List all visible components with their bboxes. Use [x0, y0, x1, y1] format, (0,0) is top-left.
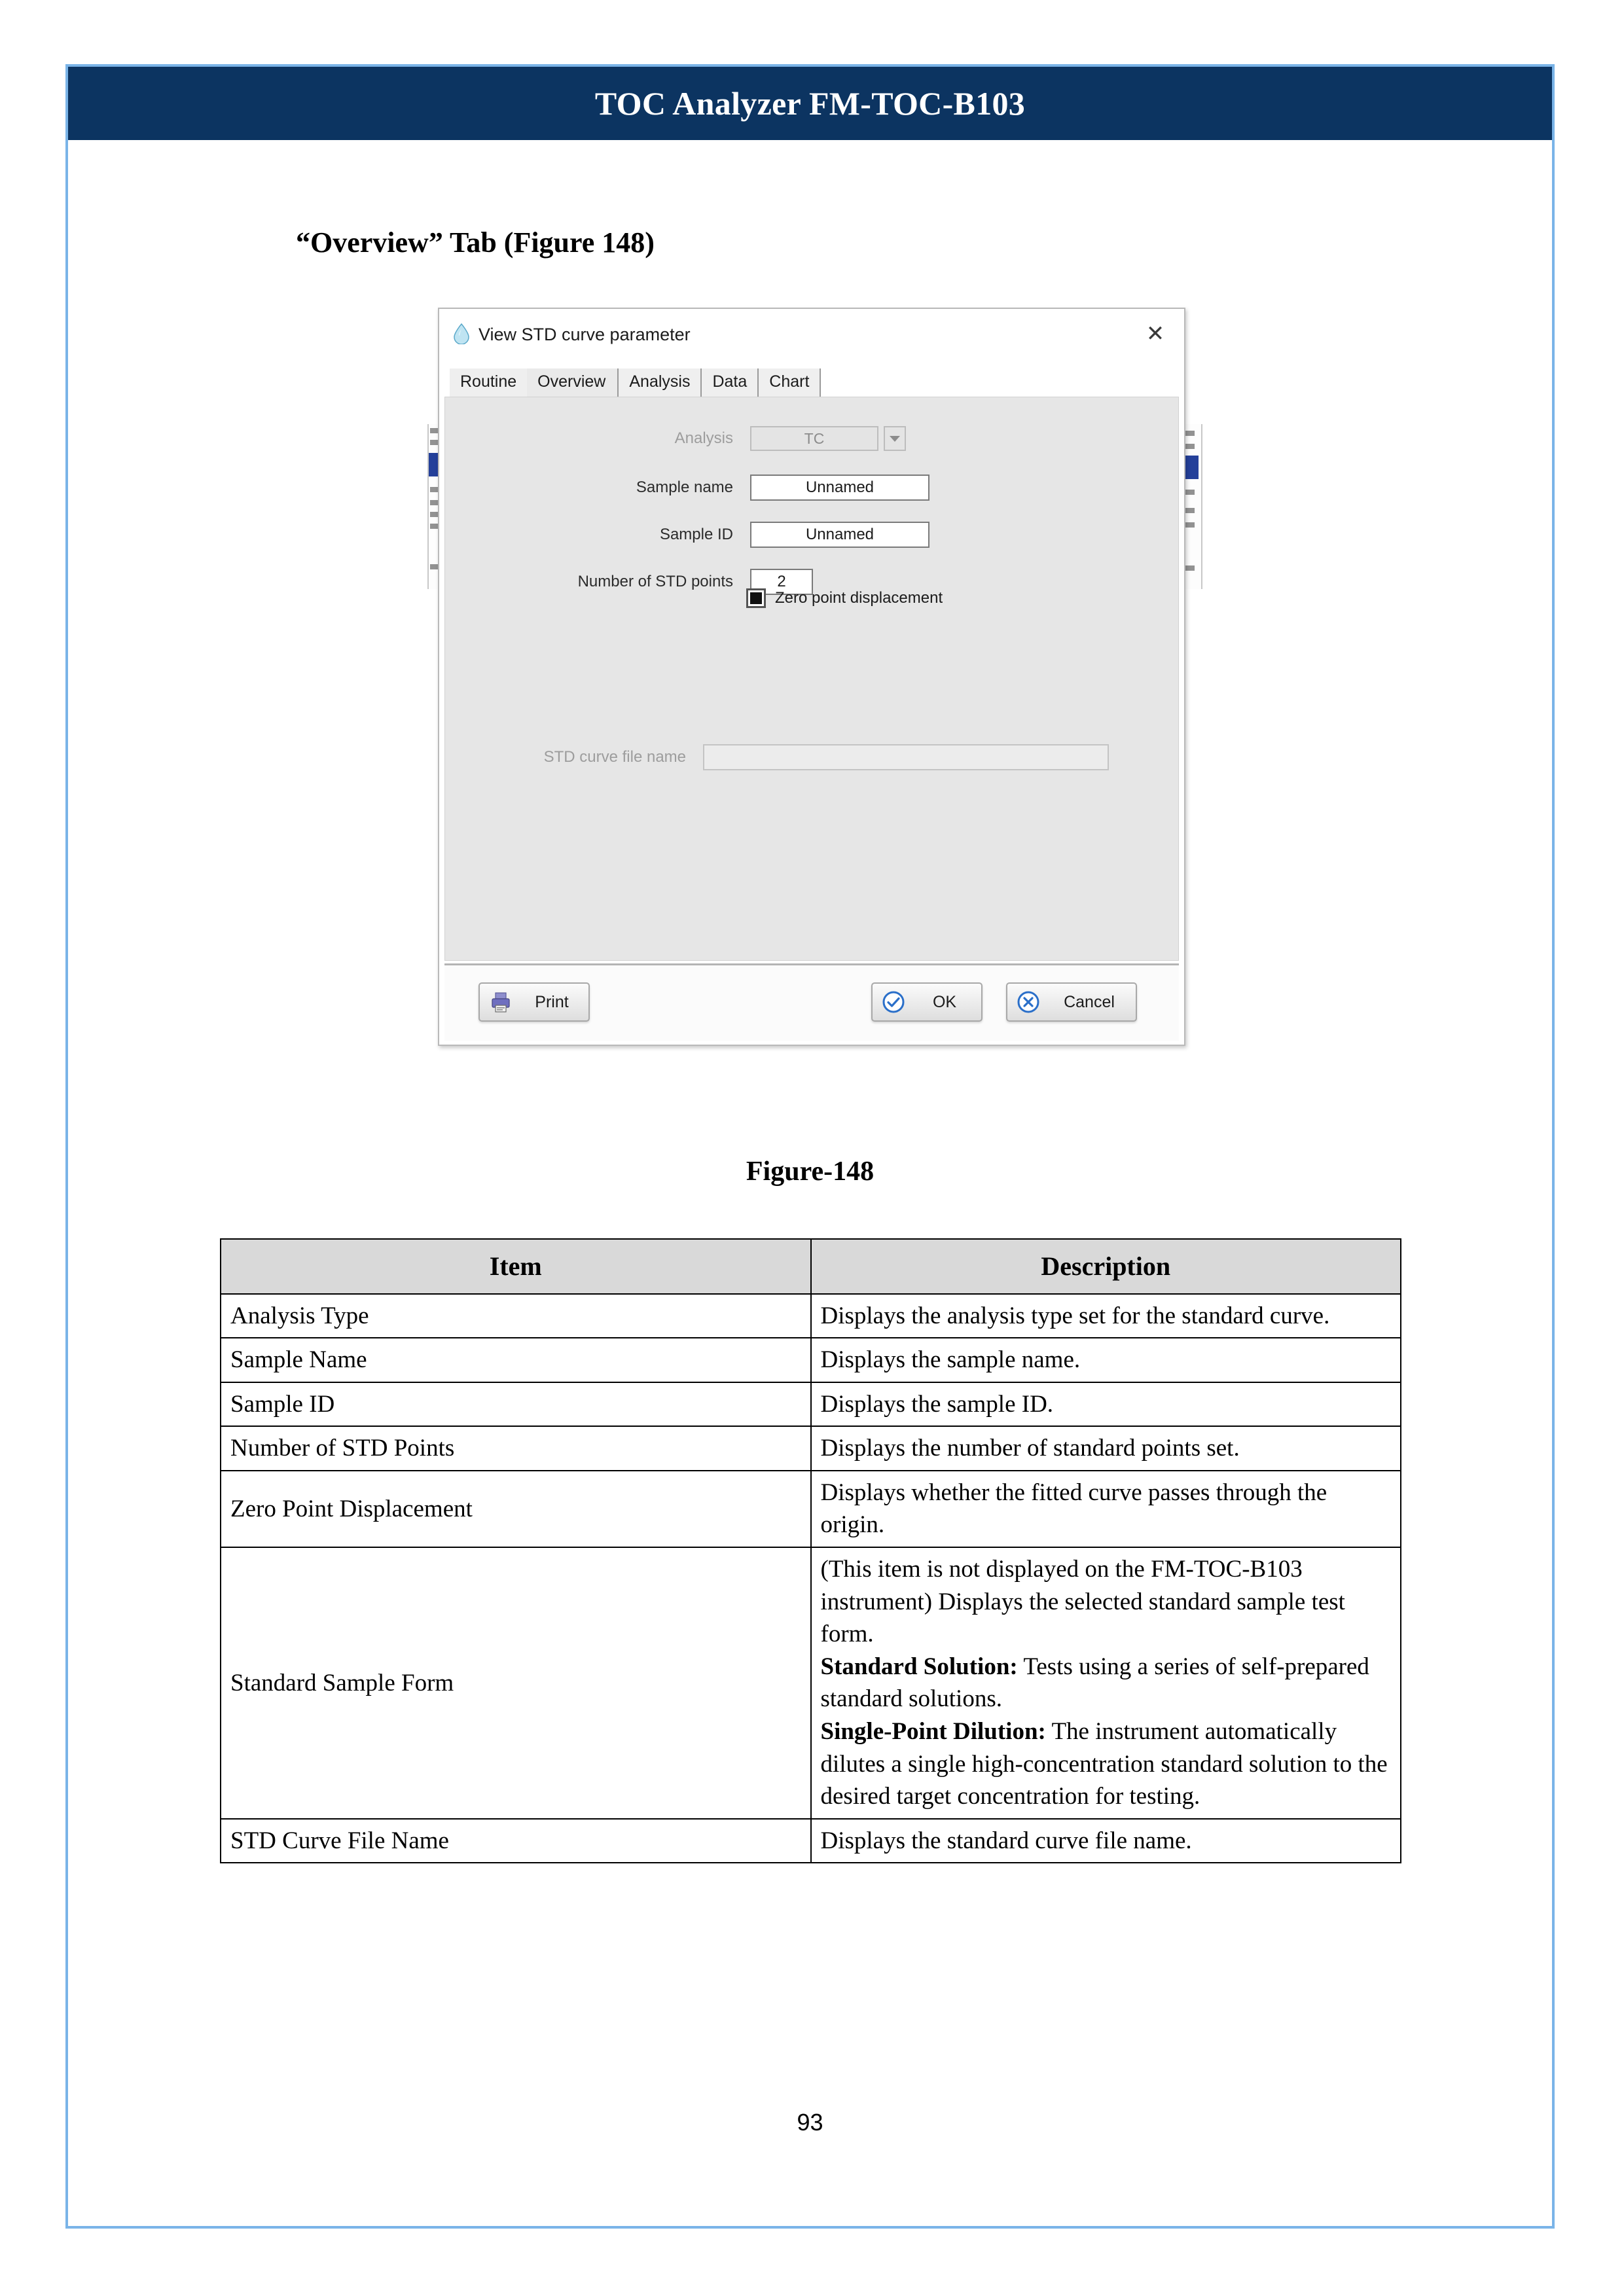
x-circle-icon	[1014, 988, 1043, 1016]
dialog-title: View STD curve parameter	[478, 325, 691, 344]
table-row	[221, 1426, 1401, 1471]
document-page	[65, 64, 1555, 2229]
zero-point-displacement-checkbox[interactable]	[746, 588, 766, 608]
table-row	[221, 1294, 1401, 1338]
std-file-input[interactable]	[703, 744, 1109, 770]
table-row	[221, 1338, 1401, 1382]
tab-overview[interactable]: Overview	[527, 368, 617, 397]
ok-button[interactable]	[871, 982, 983, 1022]
document-title: TOC Analyzer FM-TOC-B103	[594, 85, 1026, 122]
row-description: Displays the number of standard points set.	[811, 1426, 1401, 1471]
field-row-analysis	[543, 426, 906, 451]
figure-screenshot	[427, 308, 1200, 1067]
field-row-zero-point-displacement[interactable]	[746, 588, 943, 608]
tab-routine[interactable]: Routine	[450, 368, 527, 397]
row-description: Displays whether the fitted curve passes through the origin.	[811, 1471, 1401, 1547]
tab-data[interactable]: Data	[702, 368, 759, 397]
tab-chart[interactable]: Chart	[759, 368, 821, 397]
table-row	[221, 1471, 1401, 1547]
row-item: Sample Name	[221, 1338, 811, 1382]
table-row	[221, 1547, 1401, 1819]
row-item: Zero Point Displacement	[221, 1471, 811, 1547]
sample-name-label: Sample name	[636, 478, 733, 496]
std-points-label: Number of STD points	[577, 573, 733, 590]
column-header-item: Item	[221, 1239, 811, 1294]
water-drop-icon	[452, 323, 471, 344]
sample-id-input[interactable]: Unnamed	[750, 522, 929, 548]
row-item: Sample ID	[221, 1382, 811, 1427]
row-item: Number of STD Points	[221, 1426, 811, 1471]
row-description: Displays the sample ID.	[811, 1382, 1401, 1427]
check-circle-icon	[879, 988, 908, 1016]
dialog-body	[444, 397, 1179, 961]
row-description-rich: (This item is not displayed on the FM-TOC-B103 instrument) Displays the selected standard sample test form. Standard Solution: Tests using a series of self-prepared standard solutions. Single-Point Dilution: The instrument automatically dilutes a single high-concentration standard solution to the desired target concentration for testing.	[811, 1547, 1401, 1819]
document-header	[68, 67, 1552, 140]
table-row	[221, 1819, 1401, 1863]
row-item: Analysis Type	[221, 1294, 811, 1338]
field-row-sample-name	[543, 475, 929, 501]
close-icon[interactable]: ✕	[1146, 321, 1165, 346]
chevron-down-icon[interactable]	[884, 426, 906, 451]
row-description: Displays the sample name.	[811, 1338, 1401, 1382]
ok-button-label: OK	[932, 992, 957, 1011]
std-points-input[interactable]: 2	[750, 569, 813, 595]
background-window-strip-right	[1183, 424, 1202, 589]
dialog-tabs	[439, 360, 1184, 397]
figure-caption: Figure-148	[746, 1157, 875, 1187]
analysis-combo[interactable]: TC	[750, 426, 878, 451]
print-button[interactable]	[478, 982, 590, 1022]
tab-analysis[interactable]: Analysis	[617, 368, 702, 397]
row-item: Standard Sample Form	[221, 1547, 811, 1819]
page-number: 93	[797, 2109, 823, 2136]
field-row-std-curve-file-name	[496, 744, 1109, 770]
item-description-table	[220, 1238, 1401, 1863]
printer-icon	[486, 988, 515, 1016]
std-curve-parameter-dialog	[438, 308, 1185, 1046]
section-heading: “Overview” Tab (Figure 148)	[296, 226, 655, 259]
cancel-button-label: Cancel	[1064, 992, 1115, 1011]
sample-name-input[interactable]: Unnamed	[750, 475, 929, 501]
column-header-description: Description	[811, 1239, 1401, 1294]
std-file-label: STD curve file name	[543, 748, 686, 766]
print-button-label: Print	[535, 992, 569, 1011]
field-row-sample-id	[543, 522, 929, 548]
dialog-footer	[444, 963, 1179, 1041]
dialog-titlebar	[439, 309, 1184, 360]
sample-id-label: Sample ID	[659, 526, 733, 543]
table-row	[221, 1382, 1401, 1427]
row-description: Displays the standard curve file name.	[811, 1819, 1401, 1863]
zero-point-displacement-label: Zero point displacement	[775, 589, 943, 607]
row-description: Displays the analysis type set for the standard curve.	[811, 1294, 1401, 1338]
row-item: STD Curve File Name	[221, 1819, 811, 1863]
analysis-label: Analysis	[674, 429, 733, 447]
table-header-row	[221, 1239, 1401, 1294]
cancel-button[interactable]	[1006, 982, 1137, 1022]
